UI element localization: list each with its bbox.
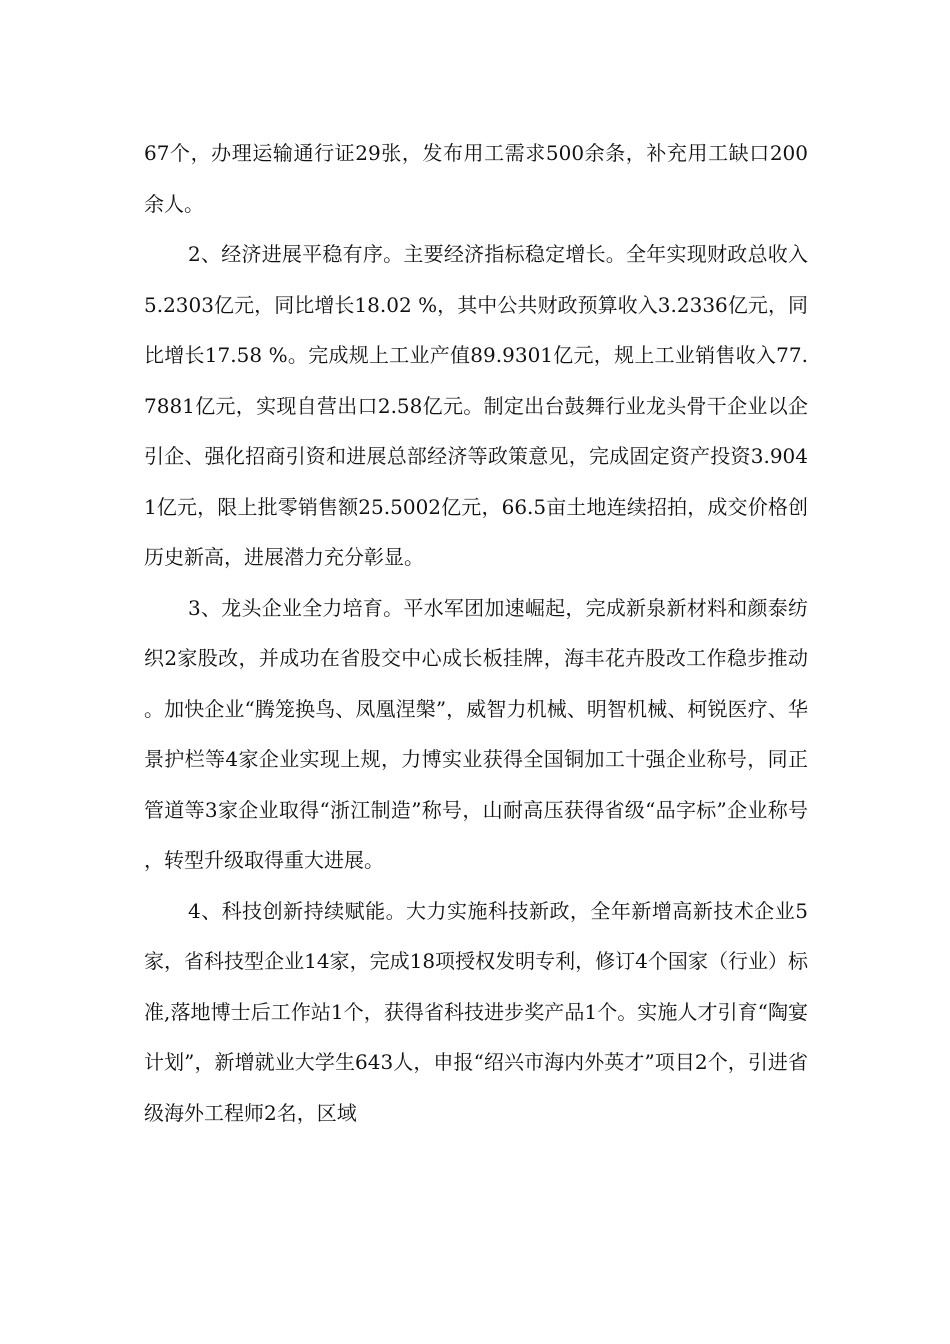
paragraph-4: 4、科技创新持续赋能。大力实施科技新政，全年新增高新技术企业5家，省科技型企业14家，完成18项授权发明专利，修订4个国家（行业）标准,落地博士后工作站1个，获得省科技进步奖产品1个。实施人才引育“陶宴计划”，新增就业大学生643人，申报“绍兴市海内外英才”项目2个，引进省级海外工程师2名，区域	[144, 898, 808, 1125]
paragraph-1: 67个，办理运输通行证29张，发布用工需求500余条，补充用工缺口200余人。	[144, 141, 808, 216]
paragraph-3: 3、龙头企业全力培育。平水军团加速崛起，完成新泉新材料和颜泰纺织2家股改，并成功在省股交中心成长板挂牌，海丰花卉股改工作稳步推动。加快企业“腾笼换鸟、凤凰涅槃”，威智力机械、明智机械、柯锐医疗、华景护栏等4家企业实现上规，力博实业获得全国铜加工十强企业称号，同正管道等3家企业取得“浙江制造”称号，山耐高压获得省级“品字标”企业称号，转型升级取得重大进展。	[144, 595, 808, 872]
paragraph-2: 2、经济进展平稳有序。主要经济指标稳定增长。全年实现财政总收入5.2303亿元，同比增长18.02 %，其中公共财政预算收入3.2336亿元，同比增长17.58 %。完成规上工业产值89.9301亿元，规上工业销售收入77.7881亿元，实现自营出口2.58亿元。制定出台鼓舞行业龙头骨干企业以企引企、强化招商引资和进展总部经济等政策意见，完成固定资产投资3.9041亿元，限上批零销售额25.5002亿元，66.5亩土地连续招拍，成交价格创历史新高，进展潜力充分彰显。	[144, 242, 808, 569]
document-body	[144, 128, 808, 1138]
